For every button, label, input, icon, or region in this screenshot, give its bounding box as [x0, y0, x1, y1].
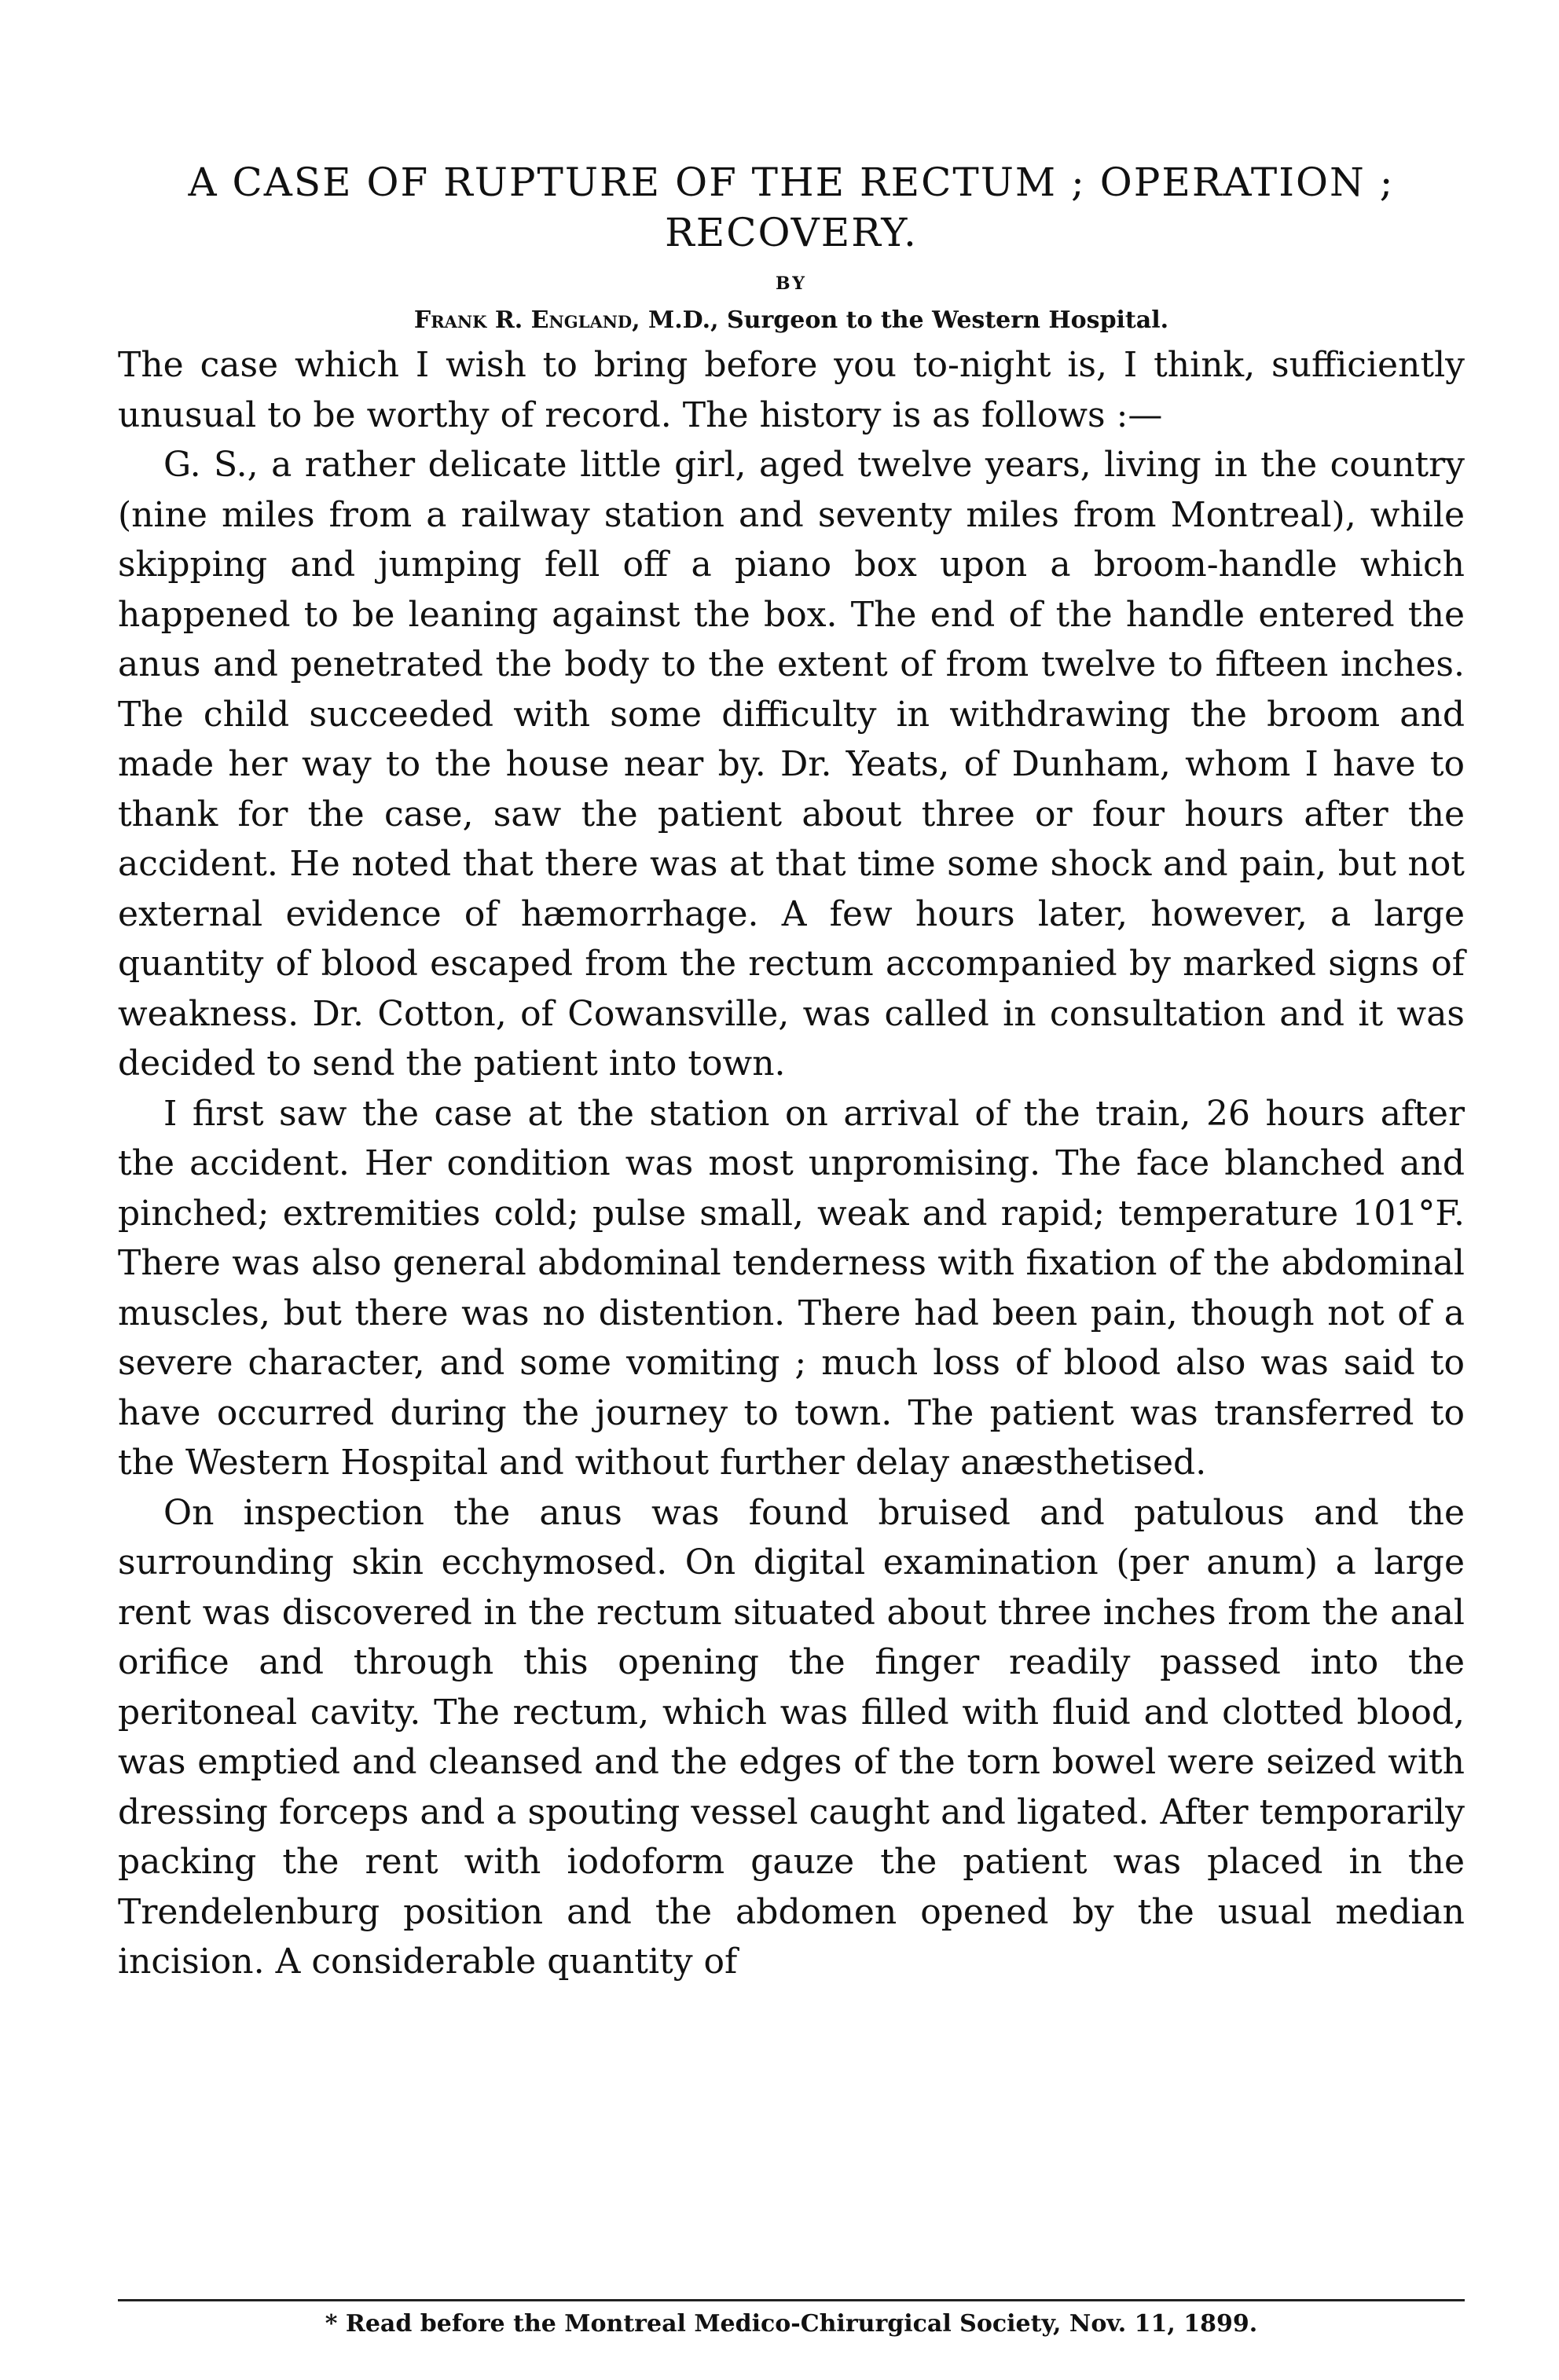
author-line [118, 306, 1465, 334]
title-line-2: RECOVERY. [665, 210, 918, 255]
article-body [118, 340, 1465, 1987]
article-page [118, 157, 1465, 1987]
byline-by: BY [776, 273, 807, 294]
footnote-divider [118, 2299, 1465, 2301]
footnote: * Read before the Montreal Medico-Chirurgical Society, Nov. 11, 1899. [325, 2310, 1258, 2338]
paragraph-first-seen: I first saw the case at the station on arrival of the train, 26 hours after the accident. Her condition was most unpromising. The face blanched and pinched; extremities cold; pulse small, weak and rapid; temperature 101°F. There was also general abdominal tenderness with fixation of the abdominal muscles, but there was no distention. There had been pain, though not of a severe character, and some vomiting ; much loss of blood also was said to have occurred during the journey to town. The patient was transferred to the Western Hospital and without further delay anæsthetised. [118, 1093, 1465, 1483]
author-affiliation: Surgeon to the Western Hospital. [726, 306, 1169, 334]
title-line-1: A CASE OF RUPTURE OF THE RECTUM ; OPERATION ; [188, 160, 1395, 205]
article-title [118, 157, 1465, 258]
paragraph-intro: The case which I wish to bring before you to-night is, I think, sufficiently unusual to be worthy of record. The history is as follows :— [118, 345, 1465, 435]
paragraph-history: G. S., a rather delicate little girl, aged twelve years, living in the country (nine miles from a railway station and seventy miles from Montreal), while skipping and jumping fell off a piano box upon a broom-handle which happened to be leaning against the box. The end of the handle entered the anus and penetrated the body to the extent of from twelve to fifteen inches. The child succeeded with some difficulty in withdrawing the broom and made her way to the house near by. Dr. Yeats, of Dunham, whom I have to thank for the case, saw the patient about three or four hours after the accident. He noted that there was at that time some shock and pain, but not external evidence of hæmorrhage. A few hours later, however, a large quantity of blood escaped from the rectum accompanied by marked signs of weakness. Dr. Cotton, of Cowansville, was called in consultation and it was decided to send the patient into town. [118, 445, 1465, 1084]
author-name: Frank R. England, M.D., [413, 306, 719, 334]
paragraph-inspection: On inspection the anus was found bruised and patulous and the surrounding skin ecchymosed. On digital examination (per anum) a large rent was discovered in the rectum situated about three inches from the anal orifice and through this opening the finger readily passed into the peritoneal cavity. The rectum, which was filled with fluid and clotted blood, was emptied and cleansed and the edges of the torn bowel were seized with dressing forceps and a spouting vessel caught and ligated. After temporarily packing the rent with iodoform gauze the patient was placed in the Trendelenburg position and the abdomen opened by the usual median incision. A considerable quantity of [118, 1492, 1465, 1982]
